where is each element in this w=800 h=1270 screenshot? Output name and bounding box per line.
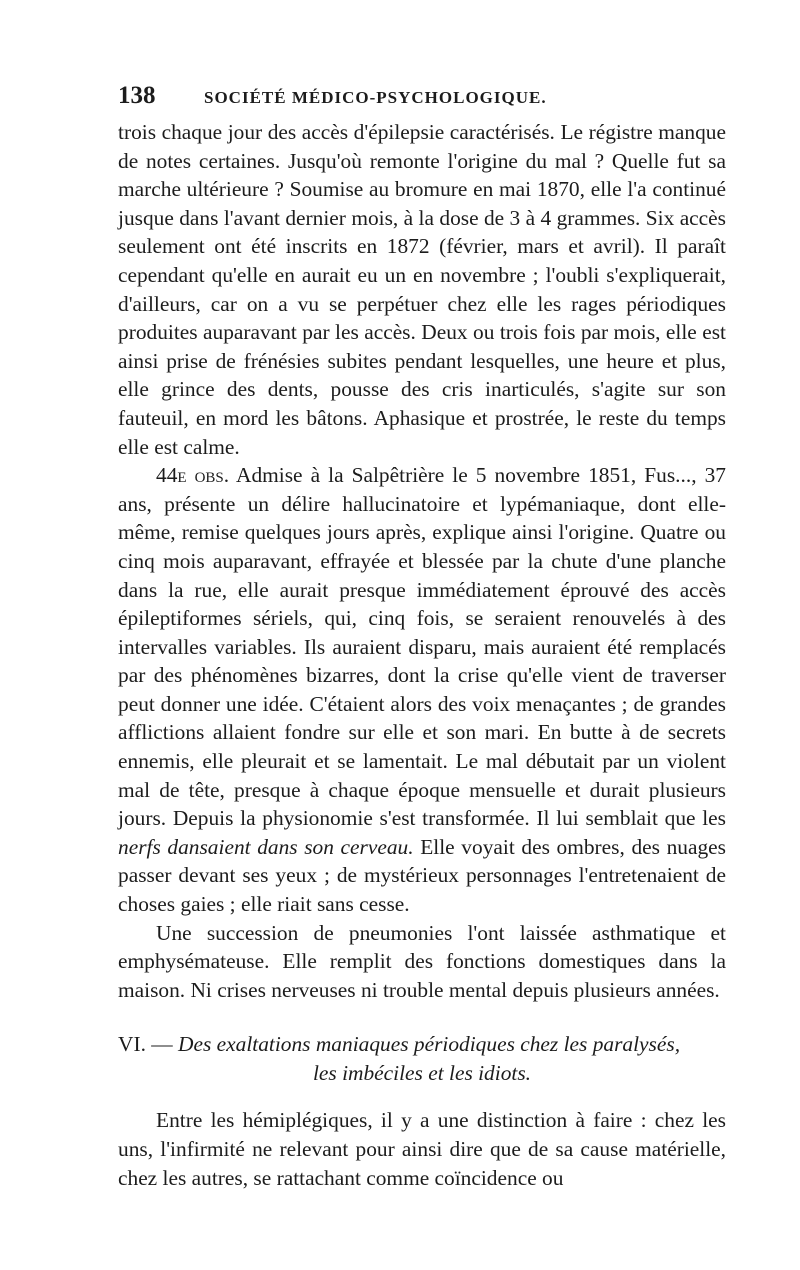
observation-text-end: Elle voyait des ombres, des nuages passer devant ses yeux ; de mystérieux personnages l'entretenaient de choses gaies ; elle riait sans cesse. (118, 834, 726, 917)
paragraph-continuation: trois chaque jour des accès d'épilepsie caractérisés. Le régistre manque de notes certaines. Jusqu'où remonte l'origine du mal ? Quelle fut sa marche ultérieure ? Soumise au bromure en mai 1870, elle l'a continué jusque dans l'avant dernier mois, à la dose de 3 à 4 grammes. Six accès seulement ont été inscrits en 1872 (février, mars et avril). Il paraît cependant qu'elle en aurait eu un en novembre ; l'oubli s'expliquerait, d'ailleurs, car on a vu se perpétuer chez elle les rages périodiques produites auparavant par les accès. Deux ou trois fois par mois, elle est ainsi prise de frénésies subites pendant lesquelles, une heure et plus, elle grince des dents, pousse des cris inarticulés, s'agite sur son fauteuil, en mord les bâtons. Aphasique et prostrée, le reste du temps elle est calme. (118, 120, 726, 459)
body-text (118, 118, 726, 1192)
section-title-line2: les imbéciles et les idiots. (312, 1061, 532, 1086)
paragraph-observation-44 (118, 461, 726, 919)
observation-label: 44e obs. (156, 463, 230, 488)
page-number: 138 (118, 82, 156, 109)
paragraph-section-intro: Entre les hémiplégiques, il y a une distinction à faire : chez les uns, l'infirmité ne relevant pour ainsi dire que de sa cause matérielle, chez les autres, se rattachant comme coïncidence ou (118, 1108, 726, 1190)
section-number: VI. — (118, 1032, 173, 1057)
section-heading (118, 1030, 726, 1088)
observation-quote: nerfs dansaient dans son cerveau. (118, 834, 414, 859)
running-title: SOCIÉTÉ MÉDICO-PSYCHOLOGIQUE. (204, 88, 547, 107)
section-title-line1: Des exaltations maniaques périodiques chez les paralysés, (178, 1032, 681, 1057)
running-head (118, 82, 726, 118)
observation-text: Admise à la Salpêtrière le 5 novembre 1851, Fus..., 37 ans, présente un délire hallucinatoire et lypémaniaque, dont elle-même, remise quelques jours après, explique ainsi l'origine. Quatre ou cinq mois auparavant, effrayée et blessée par la chute d'une planche dans la rue, elle aurait presque immédiatement éprouvé des accès épileptiformes sériels, qui, cinq fois, se seraient renouvelés à des intervalles variables. Ils auraient disparu, mais auraient été remplacés par des phénomènes bizarres, dont la crise qu'elle vient de traverser peut donner une idée. C'étaient alors des voix menaçantes ; de grandes afflictions allaient fondre sur elle et son mari. En butte à de secrets ennemis, elle pleurait et se lamentait. Le mal débutait par un violent mal de tête, presque à chaque époque mensuelle et durait plusieurs jours. Depuis la physionomie s'est transformée. Il lui semblait que les (118, 463, 726, 831)
paragraph-outcome: Une succession de pneumonies l'ont laissée asthmatique et emphysémateuse. Elle remplit des fonctions domestiques dans la maison. Ni crises nerveuses ni trouble mental depuis plusieurs années. (118, 920, 726, 1002)
